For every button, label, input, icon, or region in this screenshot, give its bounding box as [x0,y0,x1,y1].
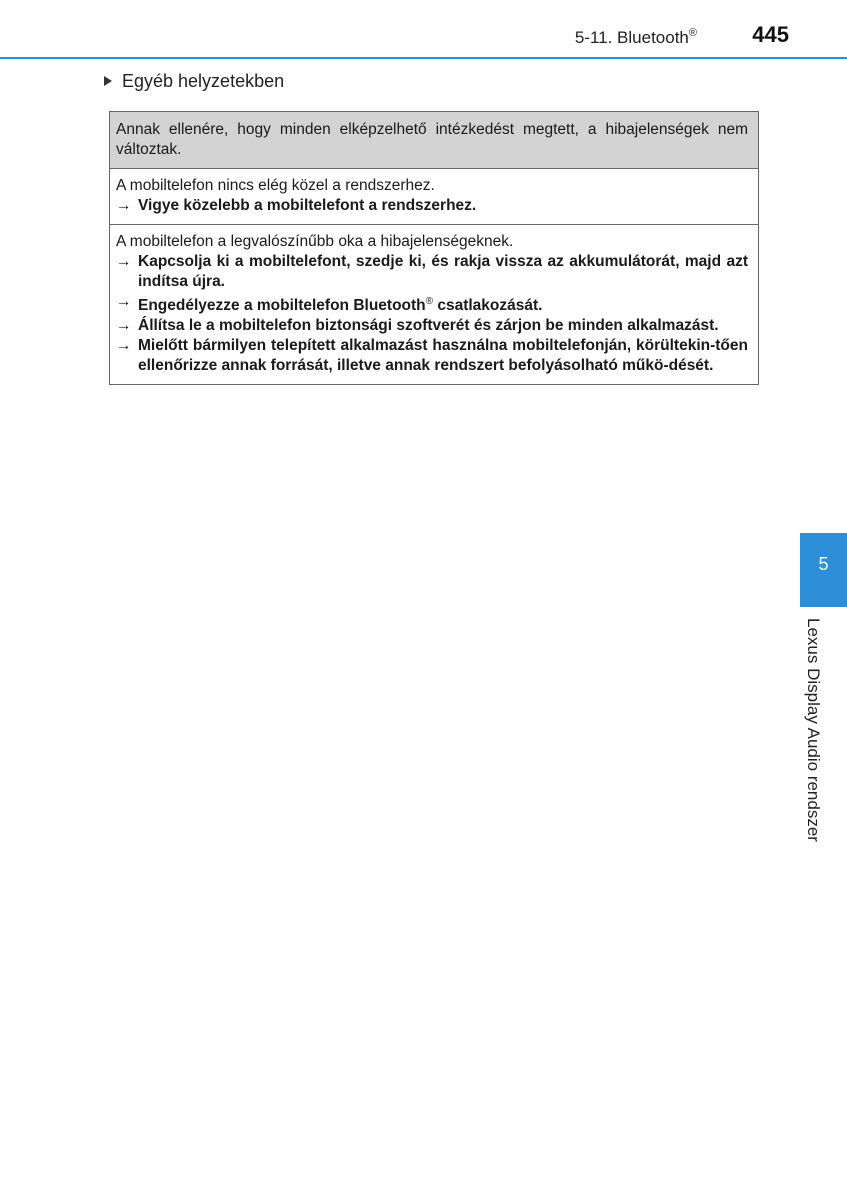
arrow-icon: → [116,293,132,310]
section-title [575,27,697,48]
action-text-main: Engedélyezze a mobiltelefon Bluetooth [138,297,426,314]
arrow-icon: → [116,197,132,214]
action-item [116,336,748,376]
cause-text-2: A mobiltelefon a legvalószínűbb oka a hibajelenségeknek. [116,233,514,250]
subheading [104,71,284,92]
action-item [116,252,748,292]
page-header [0,0,847,60]
subheading-text: Egyéb helyzetekben [122,71,285,91]
cause-text-1: A mobiltelefon nincs elég közel a rendszerhez. [116,177,435,194]
symptom-text: Annak ellenére, hogy minden elképzelhető intézkedést megtett, a hibajelenségek nem változtak. [116,121,748,158]
registered-mark: ® [688,27,697,39]
registered-mark: ® [425,296,434,307]
action-text: Vigye közelebb a mobiltelefont a rendszerhez. [138,197,477,214]
action-text [138,292,748,316]
header-divider [0,57,847,59]
page-number: 445 [752,22,789,47]
arrow-icon: → [116,317,132,334]
action-item [116,292,748,316]
cause-row-2 [110,224,758,384]
chapter-tab [800,533,847,607]
action-item [116,316,748,336]
action-text: Kapcsolja ki a mobiltelefont, szedje ki, és rakja vissza az akkumulátorát, majd azt indítsa újra. [138,253,748,290]
cause-row-1 [110,168,758,224]
action-text-suffix: csatlakozását. [433,297,543,314]
action-text: Állítsa le a mobiltelefon biztonsági szoftverét és zárjon be minden alkalmazást. [138,317,719,334]
triangle-bullet-icon [104,76,112,86]
arrow-icon: → [116,337,132,354]
chapter-title: Lexus Display Audio rendszer [804,618,823,842]
action-item [116,196,748,216]
action-text: Mielőtt bármilyen telepített alkalmazást használna mobiltelefonján, körültekin-tően ellenőrizze annak forrását, illetve annak rendszert befolyásolható műkö-dését. [138,337,748,374]
arrow-icon: → [116,253,132,270]
section-title-text: 5-11. Bluetooth [574,28,689,47]
troubleshooting-table [109,111,759,385]
symptom-row [110,112,758,168]
chapter-number: 5 [818,554,829,574]
